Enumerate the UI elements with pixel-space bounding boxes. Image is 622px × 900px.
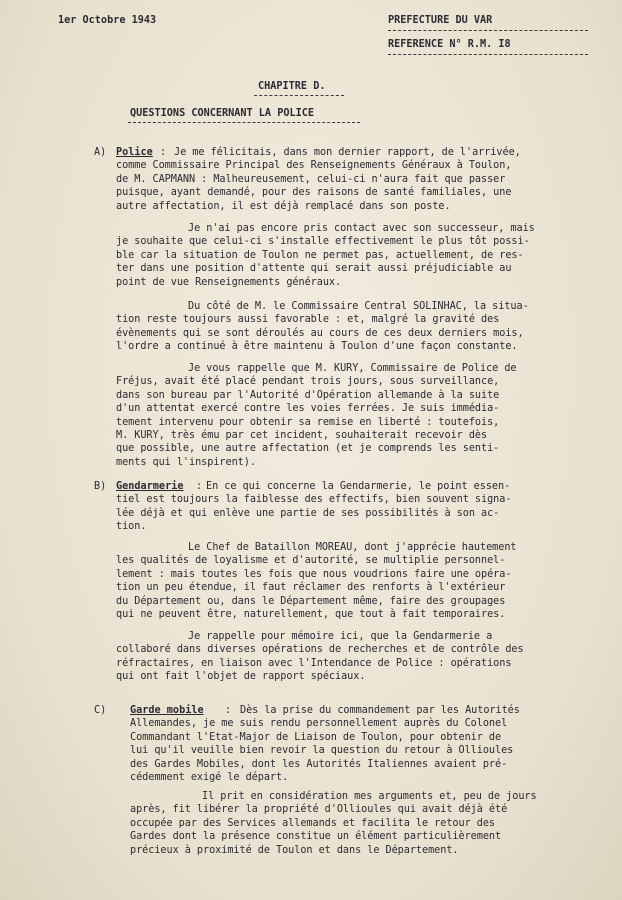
section-a-marker: A) (94, 147, 107, 158)
chapter-title: CHAPITRE D. (258, 81, 326, 92)
gendarmerie-paragraph-1: En ce qui concerne la Gendarmerie, le point essen- tiel est toujours la faiblesse des effectifs, bien souvent signa- lée déjà et qui enlève une partie de ses possibilités à son ac- tion. (116, 481, 512, 533)
section-c-marker: C) (94, 705, 107, 716)
gendarmerie-paragraph-3: Je rappelle pour mémoire ici, que la Gendarmerie a collaboré dans diverses opérations de recherches et de contrôle des réfractaires, en liaison avec l'Intendance de Police : opérations qui ont fait l'objet de rapport spéciaux. (116, 631, 524, 683)
section-c-colon: : (225, 705, 232, 716)
report-date: 1er Octobre 1943 (58, 15, 157, 26)
section-b-marker: B) (94, 481, 107, 492)
section-b-colon: : (196, 481, 203, 492)
police-paragraph-2: Je n'ai pas encore pris contact avec son successeur, mais je souhaite que celui-ci s'installe effectivement le plus tôt possi- ble car la situation de Toulon ne permet pas, actuellement, de res- ter dans une position d'attente qui serait aussi préjudiciable au point de vue Renseignements généraux. (116, 223, 535, 288)
section-a-colon: : (160, 147, 167, 158)
chapter-subtitle: QUESTIONS CONCERNANT LA POLICE (130, 108, 315, 119)
police-paragraph-3: Du côté de M. le Commissaire Central SOLINHAC, la situa- tion reste toujours aussi favorable : et, malgré la gravité des évènements qui se sont déroulés au cours de ces deux derniers mois, l'ordre a continué à être maintenu à Toulon d'une façon constante. (116, 301, 529, 353)
garde-mobile-paragraph-2: Il prit en considération mes arguments et, peu de jours après, fit libérer la propriété d'Ollioules qui avait déjà été occupée par des Services allemands et facilita le retour des Gardes dont la présence constitue un élément particulièrement précieux à proximité de Toulon et dans le Département. (130, 791, 537, 856)
reference-underline (388, 54, 588, 55)
garde-mobile-paragraph-1: Dès la prise du commandement par les Autorités Allemandes, je me suis rendu personnellement auprès du Colonel Commandant l'Etat-Major de Liaison de Toulon, pour obtenir de lui qu'il veuille bien revoir la question du retour à Ollioules des Gardes Mobiles, dont les Autorités Italiennes avaient pré- cédemment exigé le départ. (130, 705, 520, 784)
header-divider (388, 30, 588, 31)
chapter-subtitle-underline (128, 122, 360, 123)
reference-number: REFERENCE N° R.M. I8 (388, 39, 511, 50)
section-b-heading: Gendarmerie (116, 481, 184, 492)
section-a-heading: Police (116, 147, 153, 158)
section-c-heading: Garde mobile (130, 705, 204, 716)
police-paragraph-1: Je me félicitais, dans mon dernier rapport, de l'arrivée, comme Commissaire Principal des Renseignements Généraux à Toulon, de M. CAPMANN : Malheureusement, celui-ci n'aura fait que passer puisque, ayant demandé, pour des raisons de santé familiales, une autre affectation, il est déjà remplacé dans son poste. (116, 147, 521, 212)
police-paragraph-4: Je vous rappelle que M. KURY, Commissaire de Police de Fréjus, avait été placé pendant trois jours, sous surveillance, dans son bureau par l'Autorité d'Opération allemande à la suite d'un attentat exercé contre les voies ferrées. Je suis immédia- tement intervenu pour obtenir sa remise en liberté : toutefois, M. KURY, très ému par cet incident, souhaiterait recevoir dès que possible, une autre affectation (et je comprends les senti- ments qui l'inspirent). (116, 363, 517, 468)
gendarmerie-paragraph-2: Le Chef de Bataillon MOREAU, dont j'apprécie hautement les qualités de loyalisme et d'autorité, se multiplie personnel- lement : mais toutes les fois que nous voudrions faire une opéra- tion un peu étendue, il faut réclamer des renforts à l'extérieur du Département ou, dans le Département même, faire des groupages qui ne peuvent être, naturellement, que tout à fait temporaires. (116, 542, 517, 621)
chapter-title-underline (254, 95, 344, 96)
prefecture-name: PREFECTURE DU VAR (388, 15, 493, 26)
